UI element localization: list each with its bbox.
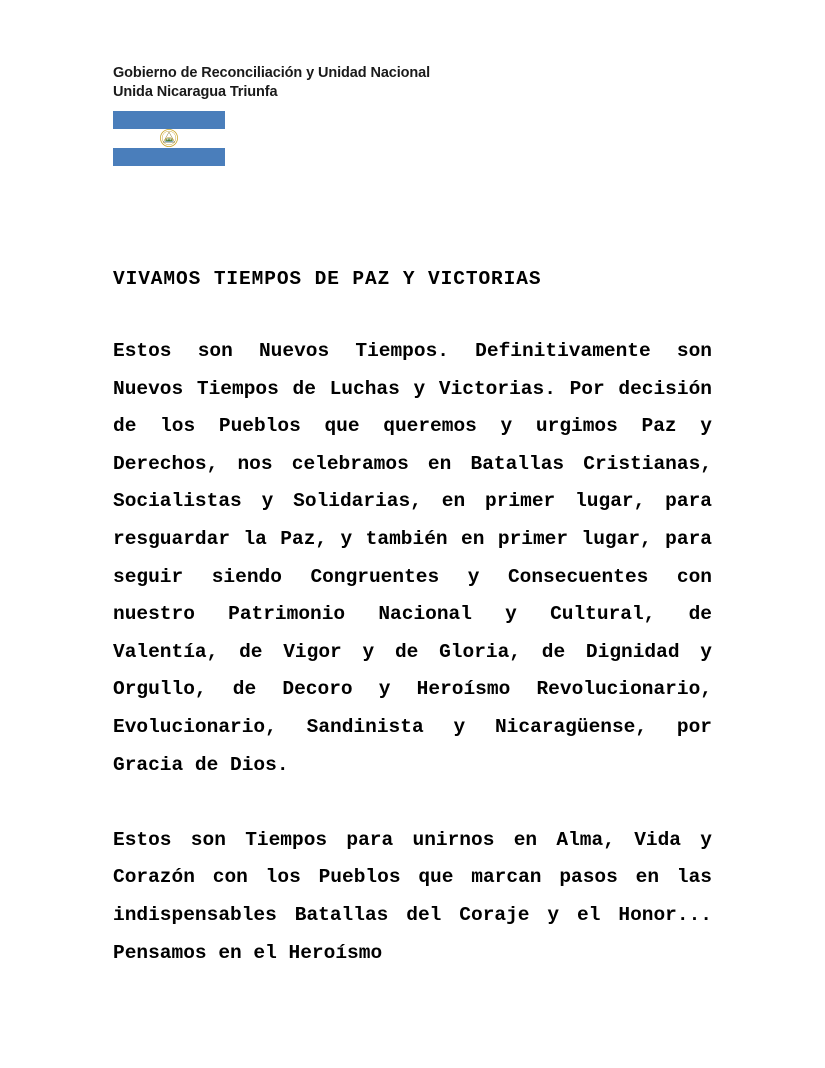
nicaragua-flag-image <box>113 111 225 166</box>
body-paragraph: Estos son Nuevos Tiempos. Definitivamente son Nuevos Tiempos de Luchas y Victorias. Por decisión de los Pueblos que queremos y urgimos Paz y Derechos, nos celebramos en Batallas Cristianas, Socialistas y Solidarias, en primer lugar, para resguardar la Paz, y también en primer lugar, para seguir siendo Congruentes y Consecuentes con nuestro Patrimonio Nacional y Cultural, de Valentía, de Vigor y de Gloria, de Dignidad y Orgullo, de Decoro y Heroísmo Revolucionario, Evolucionario, Sandinista y Nicaragüense, por Gracia de Dios. <box>113 340 712 776</box>
flag-band-middle <box>113 129 225 147</box>
coat-of-arms-icon <box>160 129 179 148</box>
document-body <box>113 333 712 972</box>
flag-band-top <box>113 111 225 129</box>
letterhead-line-1: Gobierno de Reconciliación y Unidad Nacional <box>113 65 431 81</box>
body-paragraph: Estos son Tiempos para unirnos en Alma, Vida y Corazón con los Pueblos que marcan pasos en las indispensables Batallas del Coraje y el Honor... Pensamos en el Heroísmo <box>113 828 712 964</box>
flag-band-bottom <box>113 148 225 166</box>
document-title: VIVAMOS TIEMPOS DE PAZ Y VICTORIAS <box>113 268 542 291</box>
letterhead-line-2: Unida Nicaragua Triunfa <box>113 83 278 100</box>
letterhead <box>113 64 753 101</box>
